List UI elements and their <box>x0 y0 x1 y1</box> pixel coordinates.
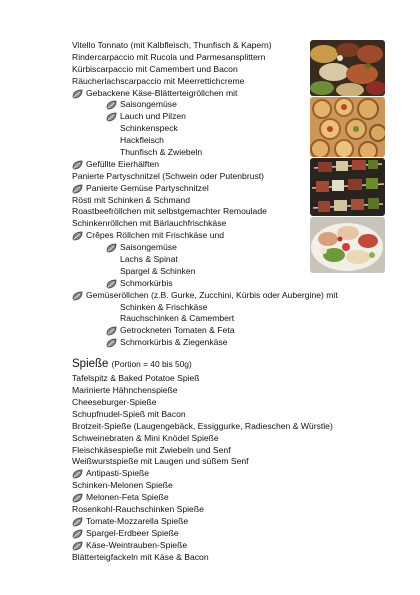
list-item-text: Gefüllte Eierhälften <box>86 158 160 169</box>
list-item-text: Rindercarpaccio mit Rucola und Parmesansplittern <box>72 51 266 62</box>
list-item <box>72 540 308 552</box>
section-heading-spiesse <box>72 358 308 373</box>
list-item-text: Fleischkäsespieße mit Zwiebeln und Senf <box>72 444 231 455</box>
list-item <box>72 385 308 397</box>
list-item <box>72 480 308 492</box>
list-item-text: Getrockneten Tomaten & Feta <box>120 325 235 336</box>
list-item <box>72 40 308 52</box>
list-item <box>72 456 308 468</box>
list-item-text: Spargel & Schinken <box>120 265 196 276</box>
list-item <box>72 289 338 302</box>
list-item <box>72 325 308 337</box>
photo-skewers <box>310 158 385 216</box>
list-item-text: Antipasti-Spieße <box>86 468 150 479</box>
list-item <box>72 420 333 433</box>
list-item-text: Kürbiscarpaccio mit Camembert und Bacon <box>72 63 238 74</box>
list-item <box>72 76 308 88</box>
leaf-icon <box>72 493 83 503</box>
leaf-icon <box>106 100 117 110</box>
list-item <box>72 254 308 266</box>
leaf-icon <box>106 338 117 348</box>
list-item <box>72 171 308 183</box>
list-item-text: Thunfisch & Zwiebeln <box>120 147 203 158</box>
list-item-text: Blätterteigfackeln mit Käse & Bacon <box>72 551 209 562</box>
list-item-text: Melonen-Feta Spieße <box>86 492 169 503</box>
leaf-icon <box>106 112 117 122</box>
photo-buffet-platter <box>310 217 385 273</box>
list-item <box>72 373 308 385</box>
list-item-text: Brotzeit-Spieße (Laugengebäck, Essiggurke, Radieschen & Würstle) <box>72 420 333 431</box>
leaf-icon <box>72 160 83 170</box>
photo-antipasti <box>310 40 385 96</box>
list-item-text: Weißwurstspieße mit Laugen und süßem Senf <box>72 456 249 467</box>
list-item-text: Marinierte Hähnchenspieße <box>72 385 178 396</box>
list-item <box>72 552 308 564</box>
list-item-text: Käse-Weintrauben-Spieße <box>86 539 188 550</box>
leaf-icon <box>72 184 83 194</box>
list-item-text: Schinken & Frischkäse <box>120 301 208 312</box>
list-item-text: Vitello Tonnato (mit Kalbfleisch, Thunfisch & Kapern) <box>72 40 272 50</box>
list-item-text: Tomate-Mozzarella Spieße <box>86 515 189 526</box>
list-item-text: Rauchschinken & Camembert <box>120 313 235 324</box>
list-item <box>72 409 308 421</box>
list-item <box>72 206 308 218</box>
list-item <box>72 159 308 171</box>
list-item-text: Roastbeefröllchen mit selbstgemachter Remoulade <box>72 206 267 217</box>
list-item-text: Schinkenspeck <box>120 123 178 134</box>
list-item-text: Saisongemüse <box>120 99 177 110</box>
list-item <box>72 397 308 409</box>
list-item <box>72 528 308 540</box>
list-item-text: Schmorkürbis & Ziegenkäse <box>120 337 228 348</box>
list-item-text: Panierte Gemüse Partyschnitzel <box>86 182 209 193</box>
list-item <box>72 504 308 516</box>
leaf-icon <box>72 541 83 551</box>
section-title: Spieße <box>72 358 109 371</box>
list-item <box>72 266 308 278</box>
list-item <box>72 123 308 135</box>
list-item <box>72 302 308 314</box>
list-item <box>72 99 308 111</box>
list-item-text: Schinkenröllchen mit Bärlauchfrischkäse <box>72 218 227 229</box>
food-photo-column <box>310 40 385 274</box>
list-item <box>72 445 308 457</box>
main-item-list <box>72 40 338 349</box>
list-item <box>72 147 308 159</box>
list-item-text: Schupfnudel-Spieß mit Bacon <box>72 408 186 419</box>
list-item-text: Rosenkohl-Rauchschinken Spieße <box>72 503 204 514</box>
leaf-icon <box>72 517 83 527</box>
section-subtitle: (Portion = 40 bis 50g) <box>111 359 192 370</box>
list-item-text: Cheeseburger-Spieße <box>72 396 157 407</box>
list-item-text: Gebackene Käse-Blätterteigröllchen mit <box>86 87 238 98</box>
list-item-text: Hackfleisch <box>120 135 164 146</box>
list-item-text: Schinken-Melonen Spieße <box>72 480 173 491</box>
list-item <box>72 218 308 230</box>
list-item <box>72 64 308 76</box>
list-item-text: Schmorkürbis <box>120 277 173 288</box>
leaf-icon <box>72 89 83 99</box>
list-item <box>72 278 308 290</box>
list-item <box>72 492 308 504</box>
leaf-icon <box>72 231 83 241</box>
leaf-icon <box>72 529 83 539</box>
list-item-text: Gemüseröllchen (z.B. Gurke, Zucchini, Kürbis oder Aubergine) mit <box>86 289 338 300</box>
list-item-text: Lauch und Pilzen <box>120 111 186 122</box>
list-item <box>72 52 308 64</box>
list-item-text: Rösti mit Schinken & Schmand <box>72 194 190 205</box>
list-item <box>72 135 308 147</box>
leaf-icon <box>106 243 117 253</box>
list-item <box>72 88 308 100</box>
leaf-icon <box>106 279 117 289</box>
spiesse-item-list <box>72 373 333 563</box>
menu-column <box>72 40 338 563</box>
list-item-text: Räucherlachscarpaccio mit Meerrettichcreme <box>72 75 245 86</box>
list-item-text: Schweinebraten & Mini Knödel Spieße <box>72 432 219 443</box>
list-item-text: Crêpes Röllchen mit Frischkäse und <box>86 230 225 241</box>
leaf-icon <box>72 469 83 479</box>
list-item-text: Tafelspitz & Baked Potatoe Spieß <box>72 373 200 384</box>
list-item-text: Panierte Partyschnitzel (Schwein oder Putenbrust) <box>72 170 265 181</box>
list-item-text: Saisongemüse <box>120 242 177 253</box>
list-item <box>72 337 308 349</box>
list-item <box>72 313 308 325</box>
list-item <box>72 183 308 195</box>
list-item <box>72 516 308 528</box>
list-item <box>72 111 308 123</box>
list-item <box>72 433 308 445</box>
list-item <box>72 242 308 254</box>
photo-pastry-rolls <box>310 97 385 157</box>
leaf-icon <box>106 326 117 336</box>
list-item-text: Lachs & Spinat <box>120 254 178 265</box>
list-item <box>72 468 308 480</box>
list-item <box>72 195 308 207</box>
list-item <box>72 230 308 242</box>
leaf-icon <box>72 291 83 301</box>
list-item-text: Spargel-Erdbeer Spieße <box>86 527 179 538</box>
